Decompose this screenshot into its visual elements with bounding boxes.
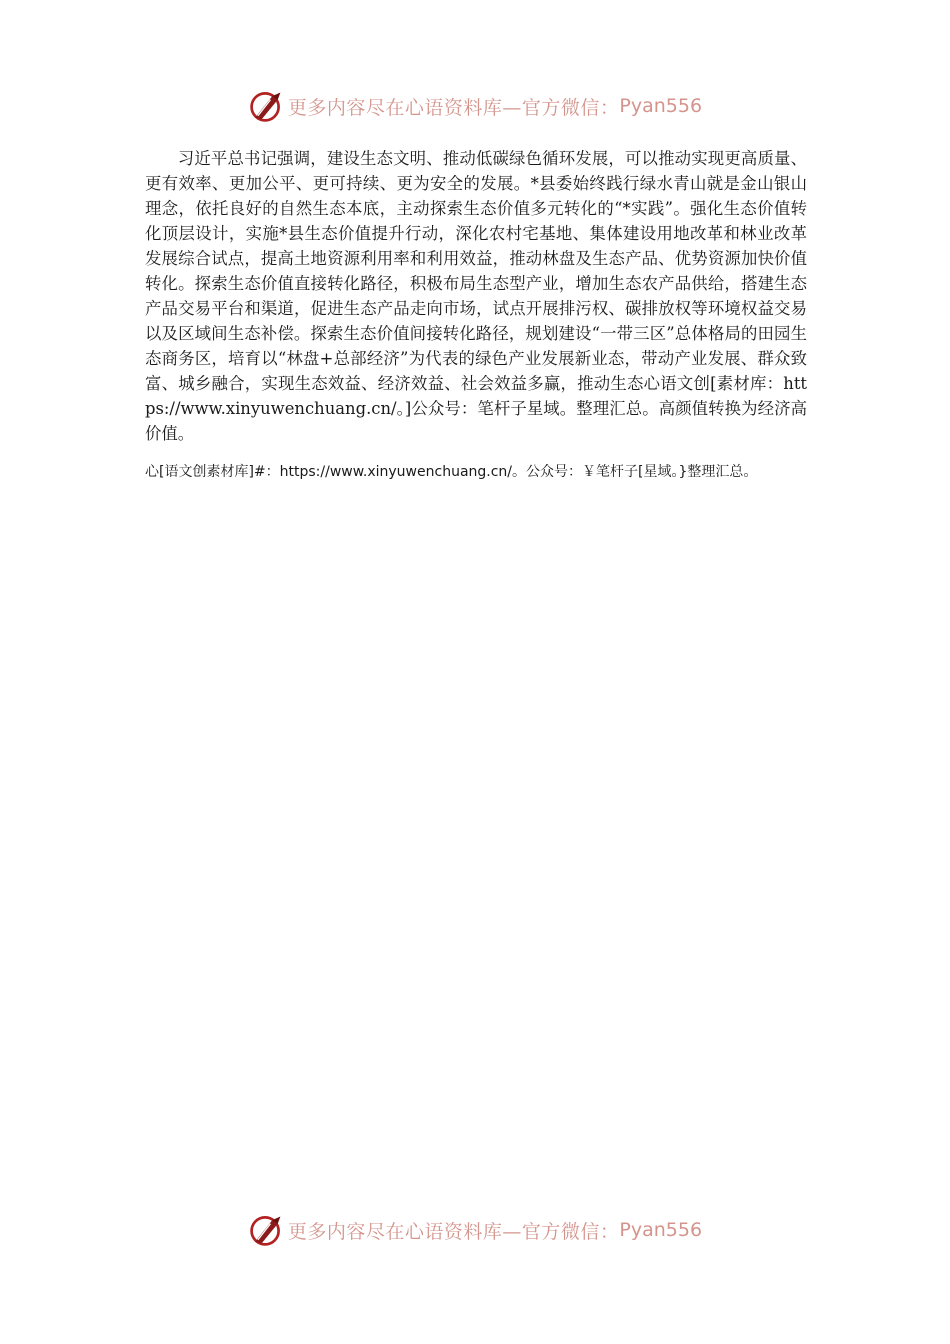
footer-banner xyxy=(0,1208,950,1252)
main-paragraph: 习近平总书记强调，建设生态文明、推动低碳绿色循环发展，可以推动实现更高质量、更有效率、更加公平、更可持续、更为安全的发展。*县委始终践行绿水青山就是金山银山理念，依托良好的自然生态本底，主动探索生态价值多元转化的“*实践”。强化生态价值转化顶层设计，实施*县生态价值提升行动，深化农村宅基地、集体建设用地改革和林业改革发展综合试点，提高土地资源利用率和利用效益，推动林盘及生态产品、优势资源加快价值转化。探索生态价值直接转化路径，积极布局生态型产业，增加生态农产品供给，搭建生态产品交易平台和渠道，促进生态产品走向市场，试点开展排污权、碳排放权等环境权益交易以及区域间生态补偿。探索生态价值间接转化路径，规划建设“一带三区”总体格局的田园生态商务区，培育以“林盘+总部经济”为代表的绿色产业发展新业态，带动产业发展、群众致富、城乡融合，实现生态效益、经济效益、社会效益多赢，推动生态心语文创[素材库：https://www.xinyuwenchuang.cn/。]公众号：笔杆子星域。整理汇总。高颜值转换为经济高价值。 xyxy=(145,149,807,443)
footer-note: 心[语文创素材库]#：https://www.xinyuwenchuang.cn/。公众号：￥笔杆子[星域。}整理汇总。 xyxy=(145,464,758,480)
document-body xyxy=(145,146,807,484)
banner-wechat-id: Pyan556 xyxy=(619,1219,703,1241)
banner-text: 更多内容尽在心语资料库—官方微信： xyxy=(287,1220,620,1243)
banner-text: 更多内容尽在心语资料库—官方微信： xyxy=(287,96,620,119)
pen-nib-logo-icon xyxy=(248,88,284,124)
pen-nib-logo-icon xyxy=(248,1212,284,1248)
banner-wechat-id: Pyan556 xyxy=(619,95,703,117)
header-banner xyxy=(0,84,950,128)
